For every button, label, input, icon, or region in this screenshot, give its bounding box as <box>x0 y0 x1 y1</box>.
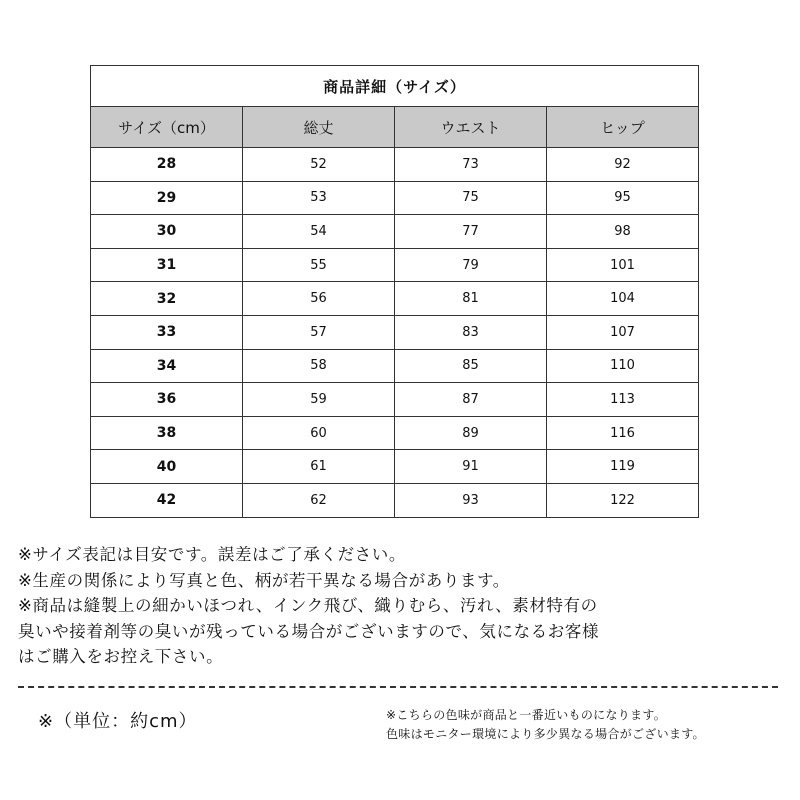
length-cell: 57 <box>243 315 395 349</box>
dashed-divider <box>18 686 778 688</box>
length-cell: 59 <box>243 383 395 417</box>
hip-cell: 116 <box>547 416 699 450</box>
table-header-row <box>91 107 699 148</box>
color-note-line: ※こちらの色味が商品と一番近いものになります。 <box>386 708 666 722</box>
table-row <box>91 248 699 282</box>
length-cell: 56 <box>243 282 395 316</box>
hip-cell: 119 <box>547 450 699 484</box>
note-line: ※サイズ表記は目安です。誤差はご了承ください。 <box>18 545 406 564</box>
note-line: ※商品は縫製上の細かいほつれ、インク飛び、織りむら、汚れ、素材特有の <box>18 596 598 615</box>
hip-cell: 107 <box>547 315 699 349</box>
table-row <box>91 349 699 383</box>
size-cell: 32 <box>91 282 243 316</box>
hip-cell: 122 <box>547 483 699 517</box>
waist-cell: 75 <box>395 181 547 215</box>
unit-note: ※（単位：約cm） <box>38 711 198 732</box>
waist-cell: 87 <box>395 383 547 417</box>
table-row <box>91 416 699 450</box>
size-table <box>90 65 699 518</box>
table-row <box>91 181 699 215</box>
table-row <box>91 450 699 484</box>
product-notes <box>18 542 793 670</box>
table-title: 商品詳細（サイズ） <box>91 66 699 107</box>
size-cell: 31 <box>91 248 243 282</box>
length-cell: 52 <box>243 148 395 182</box>
waist-cell: 83 <box>395 315 547 349</box>
waist-cell: 91 <box>395 450 547 484</box>
length-cell: 55 <box>243 248 395 282</box>
size-cell: 36 <box>91 383 243 417</box>
table-row <box>91 315 699 349</box>
size-cell: 28 <box>91 148 243 182</box>
hip-cell: 101 <box>547 248 699 282</box>
size-cell: 30 <box>91 215 243 249</box>
waist-cell: 73 <box>395 148 547 182</box>
waist-cell: 93 <box>395 483 547 517</box>
header-hip: ヒップ <box>547 107 699 148</box>
hip-cell: 98 <box>547 215 699 249</box>
table-row <box>91 383 699 417</box>
size-cell: 29 <box>91 181 243 215</box>
size-cell: 38 <box>91 416 243 450</box>
note-line: ※生産の関係により写真と色、柄が若干異なる場合があります。 <box>18 570 510 590</box>
header-waist: ウエスト <box>395 107 547 148</box>
hip-cell: 113 <box>547 383 699 417</box>
size-cell: 33 <box>91 315 243 349</box>
waist-cell: 79 <box>395 248 547 282</box>
waist-cell: 81 <box>395 282 547 316</box>
color-note-line: 色味はモニター環境により多少異なる場合がございます。 <box>386 727 705 741</box>
hip-cell: 92 <box>547 148 699 182</box>
length-cell: 62 <box>243 483 395 517</box>
table-row <box>91 282 699 316</box>
table-row <box>91 215 699 249</box>
hip-cell: 104 <box>547 282 699 316</box>
table-row <box>91 148 699 182</box>
length-cell: 53 <box>243 181 395 215</box>
note-line: はご購入をお控え下さい。 <box>18 647 224 666</box>
hip-cell: 95 <box>547 181 699 215</box>
waist-cell: 89 <box>395 416 547 450</box>
header-size: サイズ（cm） <box>91 107 243 148</box>
length-cell: 61 <box>243 450 395 484</box>
header-total-length: 総丈 <box>243 107 395 148</box>
waist-cell: 85 <box>395 349 547 383</box>
waist-cell: 77 <box>395 215 547 249</box>
color-note <box>386 706 705 744</box>
length-cell: 60 <box>243 416 395 450</box>
length-cell: 58 <box>243 349 395 383</box>
size-cell: 40 <box>91 450 243 484</box>
size-cell: 42 <box>91 483 243 517</box>
table-row <box>91 483 699 517</box>
hip-cell: 110 <box>547 349 699 383</box>
length-cell: 54 <box>243 215 395 249</box>
note-line: 臭いや接着剤等の臭いが残っている場合がございますので、気になるお客様 <box>18 621 600 641</box>
size-cell: 34 <box>91 349 243 383</box>
